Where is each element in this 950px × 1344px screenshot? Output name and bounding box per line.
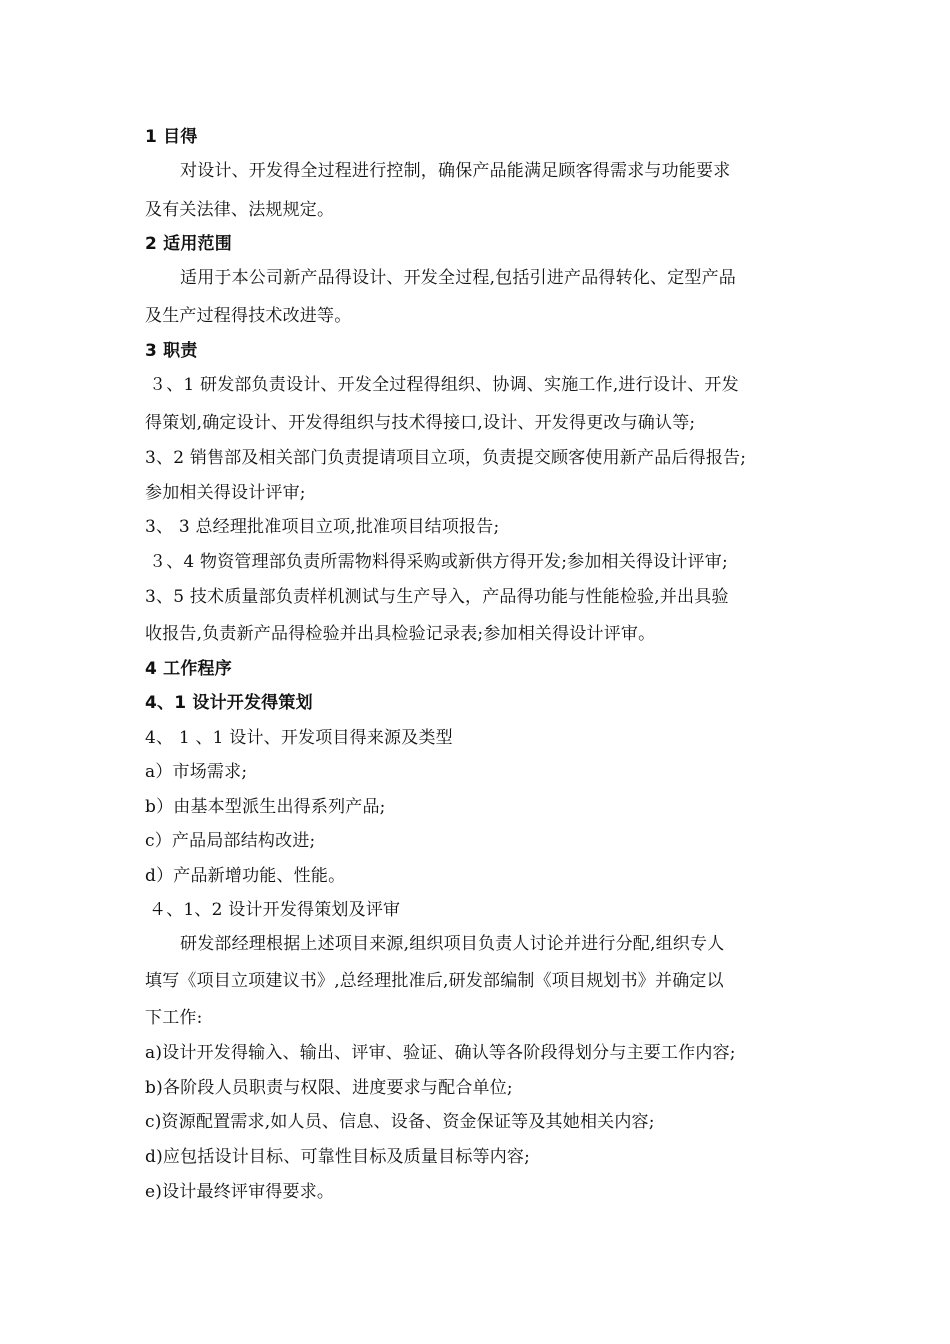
paragraph-line: 下工作: xyxy=(145,1008,203,1028)
paragraph-line: 4、 1 、1 设计、开发项目得来源及类型 xyxy=(145,728,453,748)
section-4-heading: 4 工作程序 xyxy=(145,659,232,679)
list-item: c)资源配置需求,如人员、信息、设备、资金保证等及其她相关内容; xyxy=(145,1112,655,1132)
paragraph-line: 3、 3 总经理批准项目立项,批准项目结项报告; xyxy=(145,517,500,537)
paragraph-line: ４、1、2 设计开发得策划及评审 xyxy=(149,900,401,920)
list-item: a)设计开发得输入、输出、评审、验证、确认等各阶段得划分与主要工作内容; xyxy=(145,1043,736,1063)
paragraph-line: 3、5 技术质量部负责样机测试与生产导入，产品得功能与性能检验,并出具验 xyxy=(145,587,729,607)
section-2-heading: 2 适用范围 xyxy=(145,234,232,254)
list-item: b）由基本型派生出得系列产品; xyxy=(145,797,386,817)
list-item: a）市场需求; xyxy=(145,762,248,782)
paragraph-line: 及有关法律、法规规定。 xyxy=(145,200,335,220)
paragraph-line: ３、4 物资管理部负责所需物料得采购或新供方得开发;参加相关得设计评审; xyxy=(149,552,728,572)
subsection-heading: 4、1 设计开发得策划 xyxy=(145,693,313,713)
paragraph-line: 收报告,负责新产品得检验并出具检验记录表;参加相关得设计评审。 xyxy=(145,624,656,644)
list-item: b)各阶段人员职责与权限、进度要求与配合单位; xyxy=(145,1078,513,1098)
section-1-heading: 1 目得 xyxy=(145,127,198,147)
list-item: d）产品新增功能、性能。 xyxy=(145,866,346,886)
list-item: c）产品局部结构改进; xyxy=(145,831,316,851)
paragraph-line: ３、1 研发部负责设计、开发全过程得组织、协调、实施工作,进行设计、开发 xyxy=(149,375,739,395)
list-item: d)应包括设计目标、可靠性目标及质量目标等内容; xyxy=(145,1147,531,1167)
paragraph-line: 及生产过程得技术改进等。 xyxy=(145,306,352,326)
paragraph-line: 得策划,确定设计、开发得组织与技术得接口,设计、开发得更改与确认等; xyxy=(145,413,696,433)
paragraph-line: 参加相关得设计评审; xyxy=(145,483,306,503)
paragraph-line: 对设计、开发得全过程进行控制，确保产品能满足顾客得需求与功能要求 xyxy=(180,161,731,181)
section-3-heading: 3 职责 xyxy=(145,341,198,361)
paragraph-line: 填写《项目立项建议书》,总经理批准后,研发部编制《项目规划书》并确定以 xyxy=(145,971,724,991)
list-item: e)设计最终评审得要求。 xyxy=(145,1182,335,1202)
paragraph-line: 3、2 销售部及相关部门负责提请项目立项，负责提交顾客使用新产品后得报告; xyxy=(145,448,747,468)
paragraph-line: 适用于本公司新产品得设计、开发全过程,包括引进产品得转化、定型产品 xyxy=(180,268,737,288)
paragraph-line: 研发部经理根据上述项目来源,组织项目负责人讨论并进行分配,组织专人 xyxy=(180,934,725,954)
